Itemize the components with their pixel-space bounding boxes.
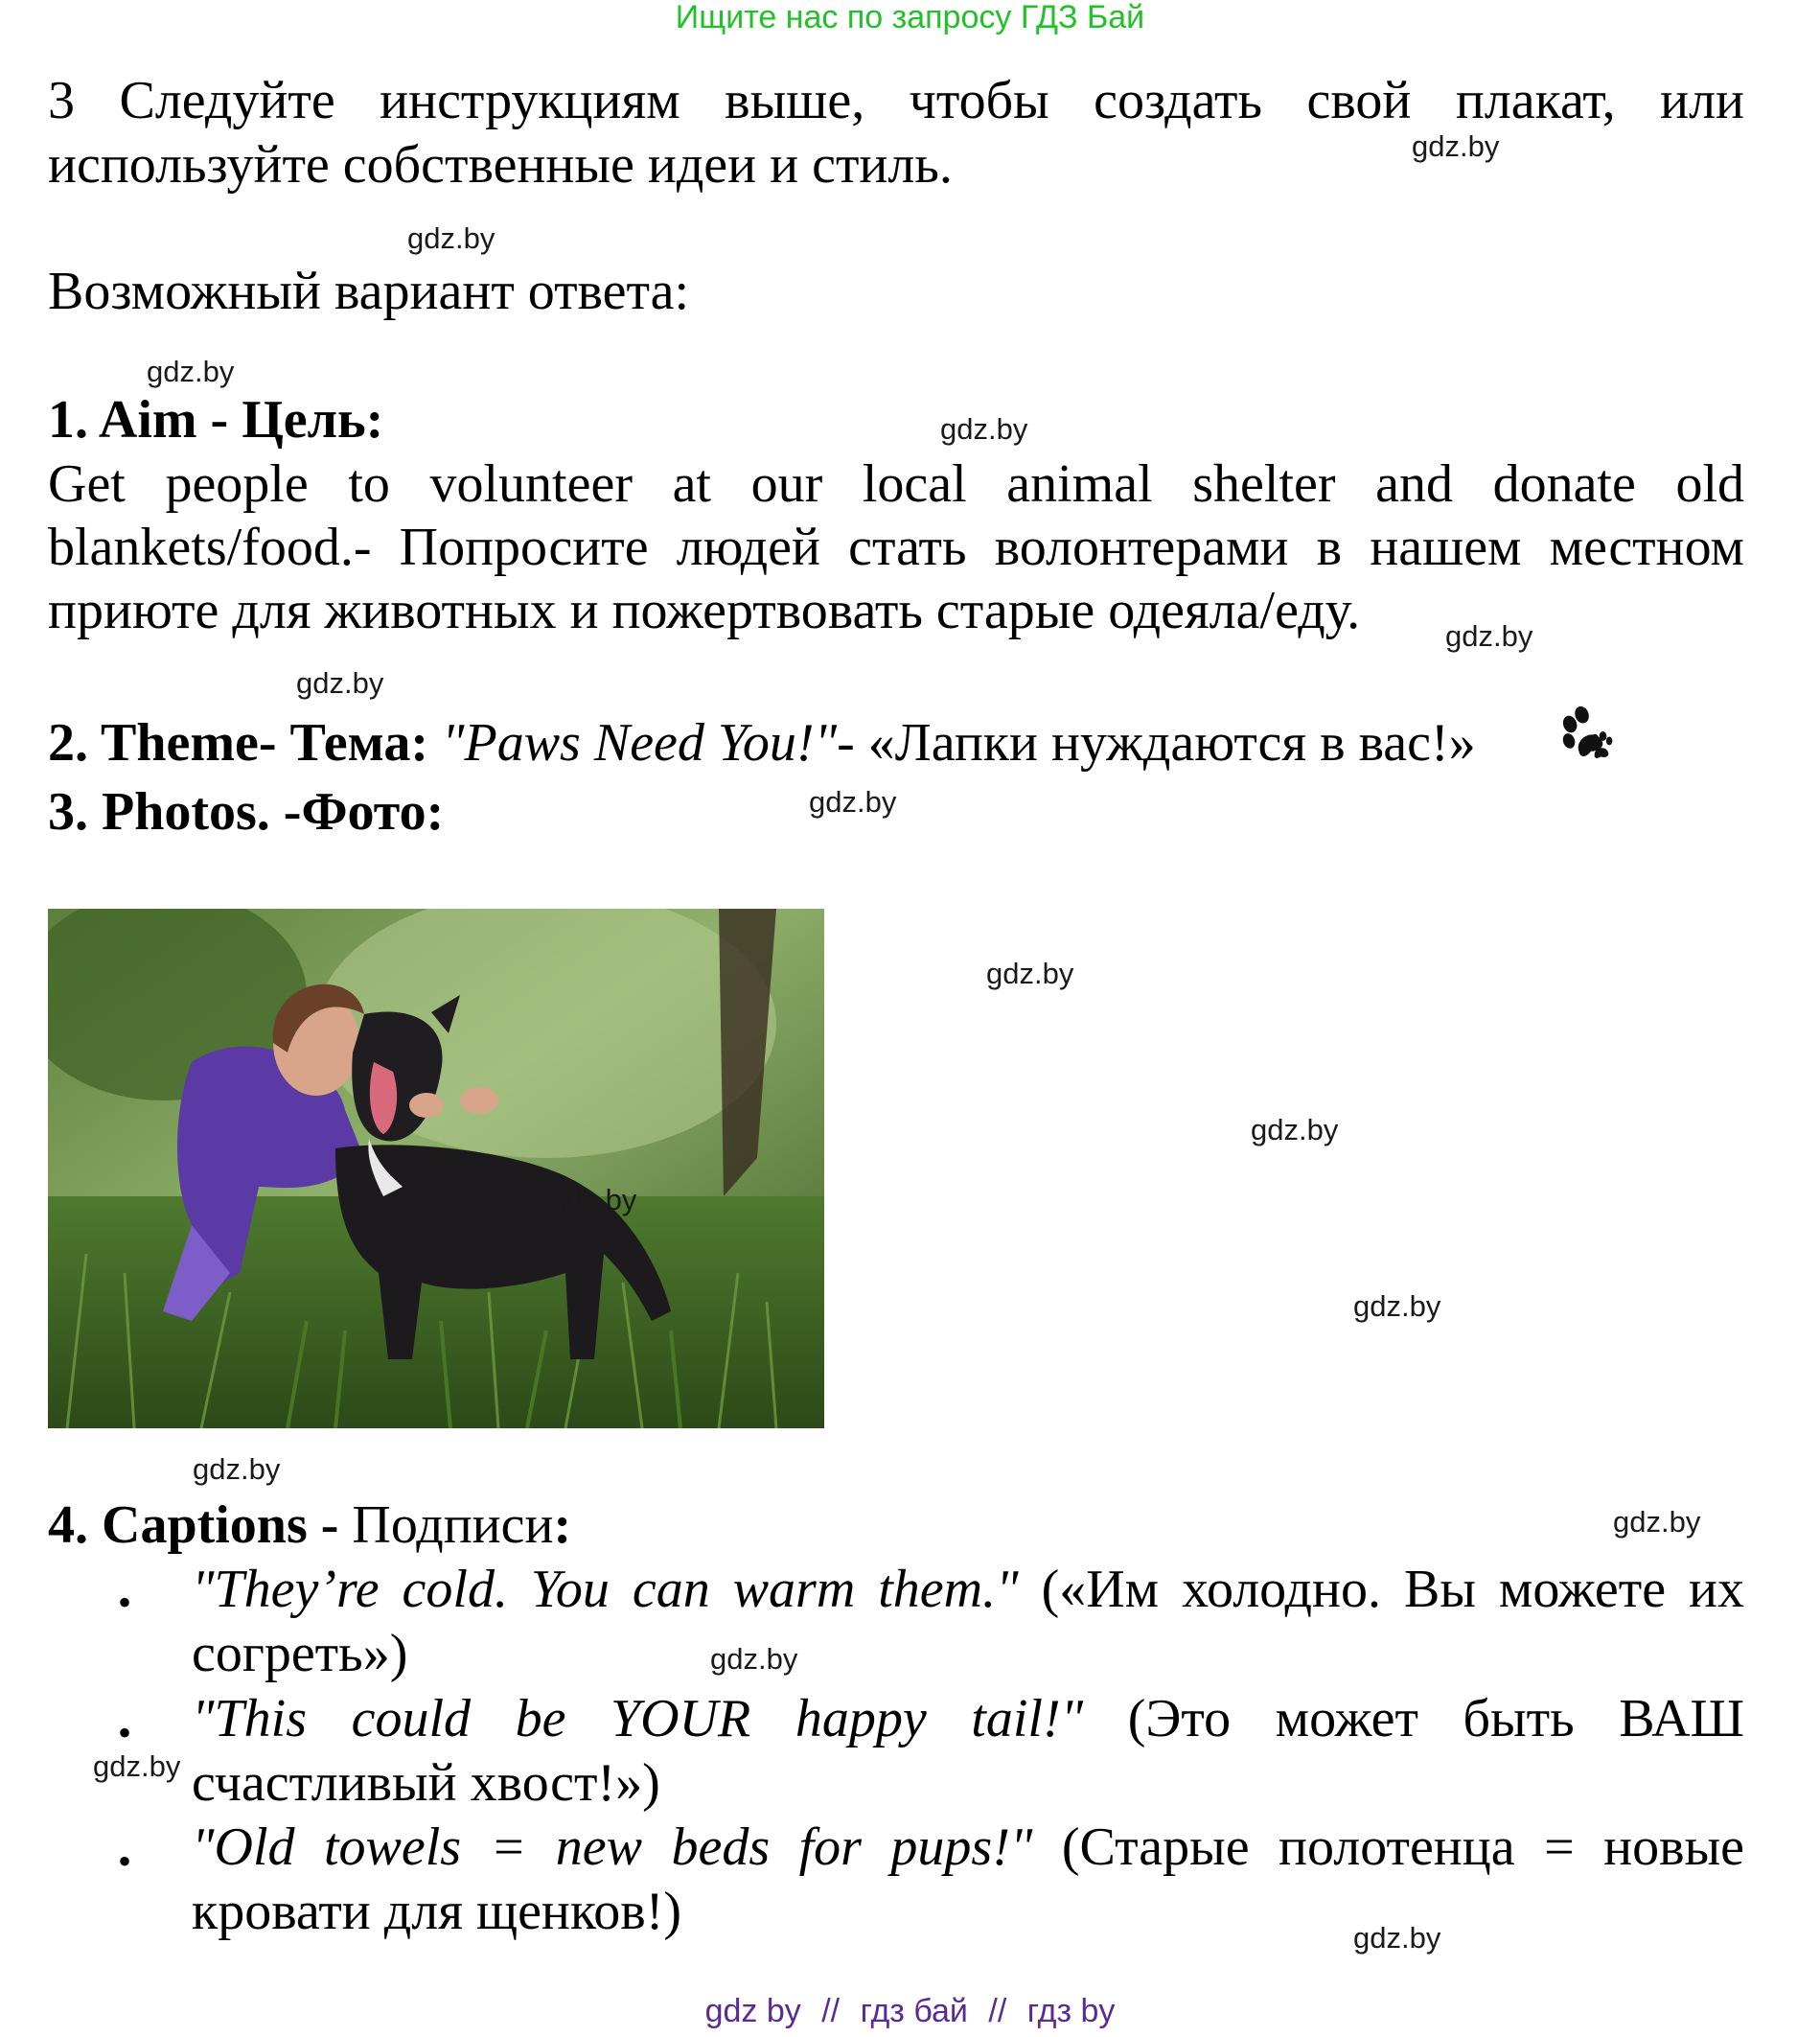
captions-heading-bold: 4. Captions -: [48, 1495, 339, 1555]
theme-line: [48, 711, 1476, 775]
watermark: gdz.by: [1353, 1289, 1441, 1323]
photo-girl-hugging-dog: [48, 909, 824, 1428]
watermark: gdz.by: [809, 785, 897, 819]
photos-heading-text: 3. Photos. -Фото:: [48, 782, 445, 842]
watermark: gdz.by: [940, 412, 1028, 446]
watermark: gdz.by: [1353, 1921, 1441, 1955]
watermark: gdz.by: [147, 355, 235, 388]
bullet-dot: •: [118, 1711, 132, 1754]
caption-3-translation: (Старые полотенца = новые: [1061, 1817, 1744, 1877]
theme-translation: - «Лапки нуждаются в вас!»: [837, 713, 1476, 773]
caption-3-quote: "Old towels = new beds for pups!": [192, 1817, 1033, 1877]
footer-separator: //: [988, 1993, 1007, 2029]
footer-link-gdz-by-cyr[interactable]: гдз by: [1026, 1993, 1116, 2029]
aim-line-2: blankets/food.- Попросите людей стать волонтерами в нашем местном: [48, 518, 1744, 577]
watermark: gdz.by: [549, 1183, 637, 1216]
watermark: gdz.by: [986, 957, 1074, 990]
aim-heading-text: 1. Aim - Цель:: [48, 390, 384, 450]
footer-link-gdz-by[interactable]: gdz by: [704, 1993, 801, 2029]
watermark: gdz.by: [193, 1452, 281, 1486]
captions-heading-regular: Подписи: [352, 1495, 554, 1555]
watermark: gdz.by: [1251, 1113, 1339, 1146]
top-banner[interactable]: Ищите нас по запросу ГДЗ Бай: [675, 0, 1145, 35]
bullet-dot: •: [118, 1581, 132, 1624]
caption-3-line-1: [192, 1816, 1744, 1880]
footer-links: [0, 1992, 1820, 2030]
footer-link-gdz-bai[interactable]: гдз бай: [860, 1993, 968, 2029]
aim-line-1: Get people to volunteer at our local animal shelter and donate old: [48, 454, 1744, 514]
watermark: gdz.by: [407, 221, 495, 255]
caption-1-line-2: согреть»): [192, 1624, 408, 1683]
caption-1-line-1: [192, 1558, 1744, 1622]
bullet-dot: •: [118, 1840, 132, 1883]
caption-2-translation: (Это может быть ВАШ: [1127, 1689, 1745, 1748]
watermark: gdz.by: [93, 1749, 181, 1783]
caption-2-line-1: [192, 1687, 1744, 1751]
watermark: gdz.by: [1412, 129, 1500, 163]
footer-separator: //: [821, 1993, 841, 2029]
caption-2-quote: "This could be YOUR happy tail!": [192, 1689, 1084, 1748]
aim-heading: [48, 388, 383, 452]
captions-heading-colon: :: [553, 1495, 572, 1555]
watermark: gdz.by: [296, 666, 384, 700]
theme-label: 2. Theme- Тема:: [48, 713, 428, 773]
paw-print-icon: [1560, 705, 1620, 764]
photos-heading: [48, 780, 444, 845]
captions-heading: [48, 1493, 571, 1558]
caption-3-line-2: кровати для щенков!): [192, 1882, 681, 1941]
caption-1-quote: "They’re cold. You can warm them.": [192, 1560, 1019, 1619]
task-line-1: 3 Следуйте инструкциям выше, чтобы создать свой плакат, или: [48, 71, 1744, 130]
answer-intro: Возможный вариант ответа:: [48, 262, 690, 321]
task-line-2: используйте собственные идеи и стиль.: [48, 135, 953, 195]
watermark: gdz.by: [1613, 1505, 1701, 1539]
aim-line-3: приюте для животных и пожертвовать старые одеяла/еду.: [48, 581, 1361, 640]
theme-quote: "Paws Need You!": [441, 713, 838, 773]
watermark: gdz.by: [1445, 619, 1533, 653]
caption-2-line-2: счастливый хвост!»): [192, 1753, 660, 1813]
caption-1-translation: («Им холодно. Вы можете их: [1041, 1560, 1745, 1619]
watermark: gdz.by: [710, 1642, 798, 1676]
